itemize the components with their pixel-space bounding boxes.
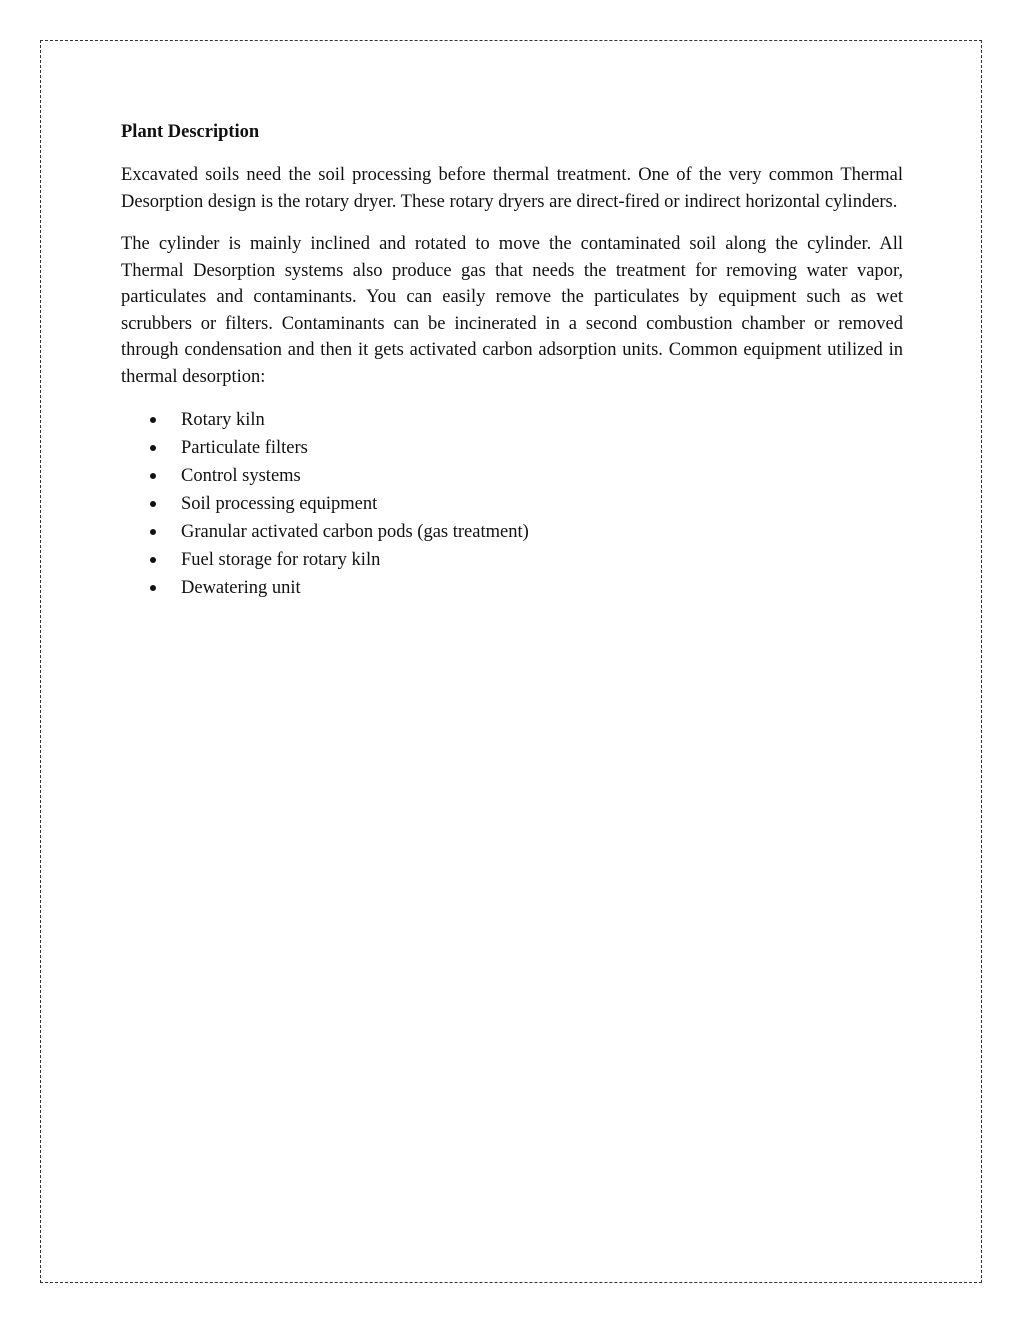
section-heading: Plant Description bbox=[121, 122, 260, 142]
list-item-text: Soil processing equipment bbox=[181, 494, 378, 514]
list-item bbox=[121, 518, 903, 546]
list-item bbox=[121, 434, 903, 462]
bullet-icon bbox=[150, 501, 156, 507]
list-item bbox=[121, 406, 903, 434]
bullet-icon bbox=[150, 473, 156, 479]
list-item bbox=[121, 462, 903, 490]
list-item-text: Particulate filters bbox=[181, 438, 308, 458]
list-item bbox=[121, 546, 903, 574]
paragraph-intro: Excavated soils need the soil processing before thermal treatment. One of the very common Thermal Desorption design is the rotary dryer. These rotary dryers are direct-fired or indirect horizontal cylinders. bbox=[121, 165, 903, 212]
document-body bbox=[121, 119, 903, 602]
list-item bbox=[121, 574, 903, 602]
bullet-icon bbox=[150, 417, 156, 423]
list-item-text: Fuel storage for rotary kiln bbox=[181, 550, 381, 570]
bullet-icon bbox=[150, 529, 156, 535]
list-item-text: Rotary kiln bbox=[181, 410, 265, 430]
bullet-icon bbox=[150, 557, 156, 563]
list-item bbox=[121, 490, 903, 518]
list-item-text: Control systems bbox=[181, 466, 301, 486]
bullet-icon bbox=[150, 445, 156, 451]
list-item-text: Granular activated carbon pods (gas treatment) bbox=[181, 522, 529, 542]
list-item-text: Dewatering unit bbox=[181, 578, 301, 598]
equipment-list bbox=[121, 406, 903, 602]
paragraph-details: The cylinder is mainly inclined and rotated to move the contaminated soil along the cylinder. All Thermal Desorption systems also produce gas that needs the treatment for removing water vapor, particulates and contaminants. You can easily remove the particulates by equipment such as wet scrubbers or filters. Contaminants can be incinerated in a second combustion chamber or removed through condensation and then it gets activated carbon adsorption units. Common equipment utilized in thermal desorption: bbox=[121, 234, 903, 387]
bullet-icon bbox=[150, 585, 156, 591]
